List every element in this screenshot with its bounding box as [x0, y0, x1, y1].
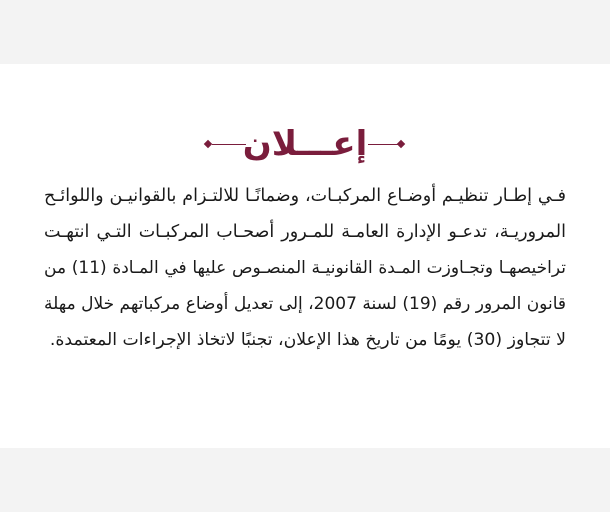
body-line-3: تراخيصهـا وتجـاوزت المـدة القانونيـة المنصـوص عليها في المـادة (11) من [44, 258, 567, 278]
bottom-band [0, 448, 610, 512]
announcement-title: إعـــلان [242, 124, 368, 164]
announcement-body [44, 178, 566, 358]
body-line-2: المروريـة، تدعـو الإدارة العامـة للمـرور أصحـاب المركبـات التـي انتهـت [44, 222, 566, 242]
top-band [0, 0, 610, 64]
body-line-4: قانون المرور رقم (19) لسنة 2007، إلى تعديل أوضاع مركباتهم خلال مهلة [44, 294, 567, 314]
body-line-5: لا تتجاوز (30) يومًا من تاريخ هذا الإعلان، تجنبًا لاتخاذ الإجراءات المعتمدة. [49, 330, 566, 350]
body-line-1: فـي إطـار تنظيـم أوضـاع المركبـات، وضمانًـا للالتـزام بالقوانيـن واللوائـح [44, 186, 566, 206]
title-row [0, 122, 610, 168]
title-rule-right [368, 144, 398, 145]
